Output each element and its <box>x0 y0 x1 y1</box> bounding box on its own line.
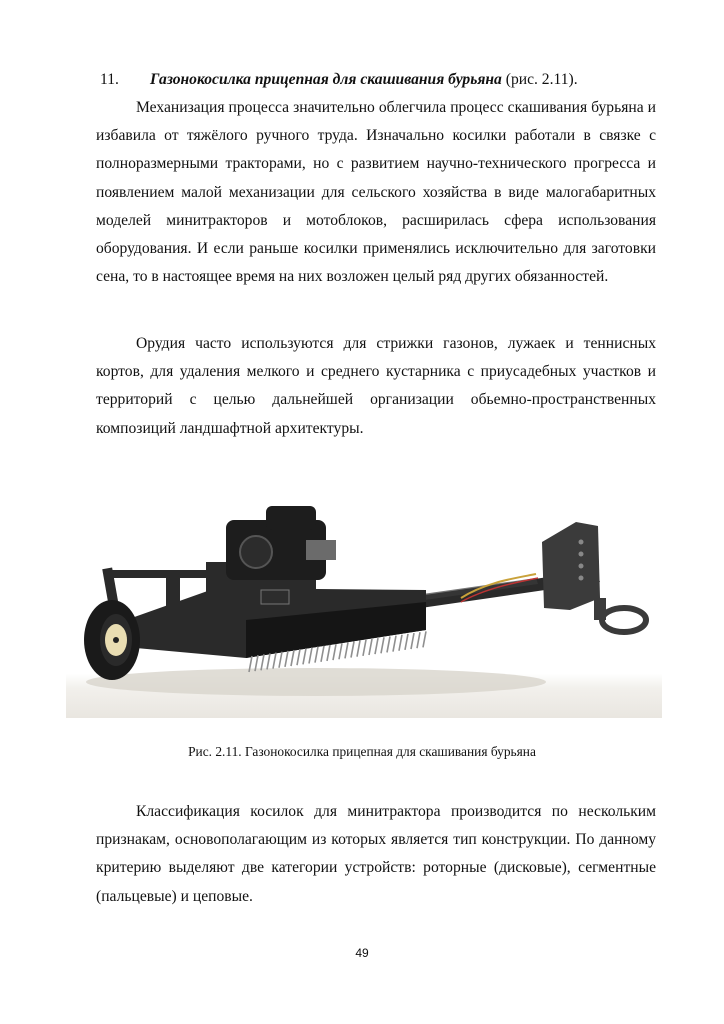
section-number: 11. <box>100 71 119 88</box>
figure-mower-photo <box>66 470 662 718</box>
paragraph-classification <box>96 798 656 911</box>
wheel <box>84 600 140 680</box>
tine <box>357 641 360 657</box>
tine <box>273 653 276 669</box>
tine <box>303 648 306 664</box>
mower-illustration <box>66 470 662 718</box>
tine <box>321 646 324 662</box>
paragraph-usage <box>96 330 656 443</box>
tine <box>423 631 426 647</box>
paragraph-text: Орудия часто используются для стрижки газонов, лужаек и теннисных кортов, для удаления мелкого и среднего кустарника с приусадебных участков и территорий с целью дальнейшей организации обьемно-пространственных композиций ландшафтной архитектуры. <box>96 335 656 437</box>
figure-caption: Рис. 2.11. Газонокосилка прицепная для скашивания бурьяна <box>188 744 536 759</box>
tine <box>363 640 366 656</box>
tine <box>333 644 336 660</box>
tine <box>297 649 300 665</box>
tine <box>351 642 354 658</box>
ground-shadow <box>86 668 546 696</box>
hitch-plate <box>542 522 646 632</box>
tine <box>339 643 342 659</box>
tine <box>309 648 312 664</box>
tine <box>387 636 390 652</box>
tine <box>279 652 282 668</box>
tine <box>393 636 396 652</box>
tine <box>375 638 378 654</box>
tine <box>417 632 420 648</box>
tine <box>261 654 264 670</box>
tine <box>291 650 294 666</box>
tine <box>315 647 318 663</box>
section-heading <box>96 66 656 94</box>
paragraph-text: Механизация процесса значительно облегчила процесс скашивания бурьяна и избавила от тяжёлого ручного труда. Изначально косилки работали в связке с полноразмерными тракторами, но с развитием научно-технического прогресса и появлением малой механизации для сельского хозяйства в виде малогабаритных моделей минитракторов и мотоблоков, расширилась сфера использования оборудования. И если раньше косилки применялись исключительно для заготовки сена, то в настоящее время на них возложен целый ряд других обязанностей. <box>96 99 656 286</box>
tine <box>327 645 330 661</box>
tine <box>285 651 288 667</box>
page-number: 49 <box>355 946 369 960</box>
tine <box>381 637 384 653</box>
paragraph-mechanization <box>96 94 656 291</box>
tine <box>345 642 348 658</box>
tine <box>267 653 270 669</box>
tine <box>405 634 408 650</box>
section-title: Газонокосилка прицепная для скашивания бурьяна <box>150 71 502 88</box>
tine <box>369 639 372 655</box>
tine <box>411 633 414 649</box>
paragraph-text: Классификация косилок для минитрактора производится по нескольким признакам, основополагающим из которых является тип конструкции. По данному критерию выделяют две категории устройств: роторные (дисковые), сегментные (пальцевые) и цеповые. <box>96 803 656 905</box>
tine <box>399 635 402 651</box>
section-figure-ref: (рис. 2.11). <box>501 71 578 88</box>
